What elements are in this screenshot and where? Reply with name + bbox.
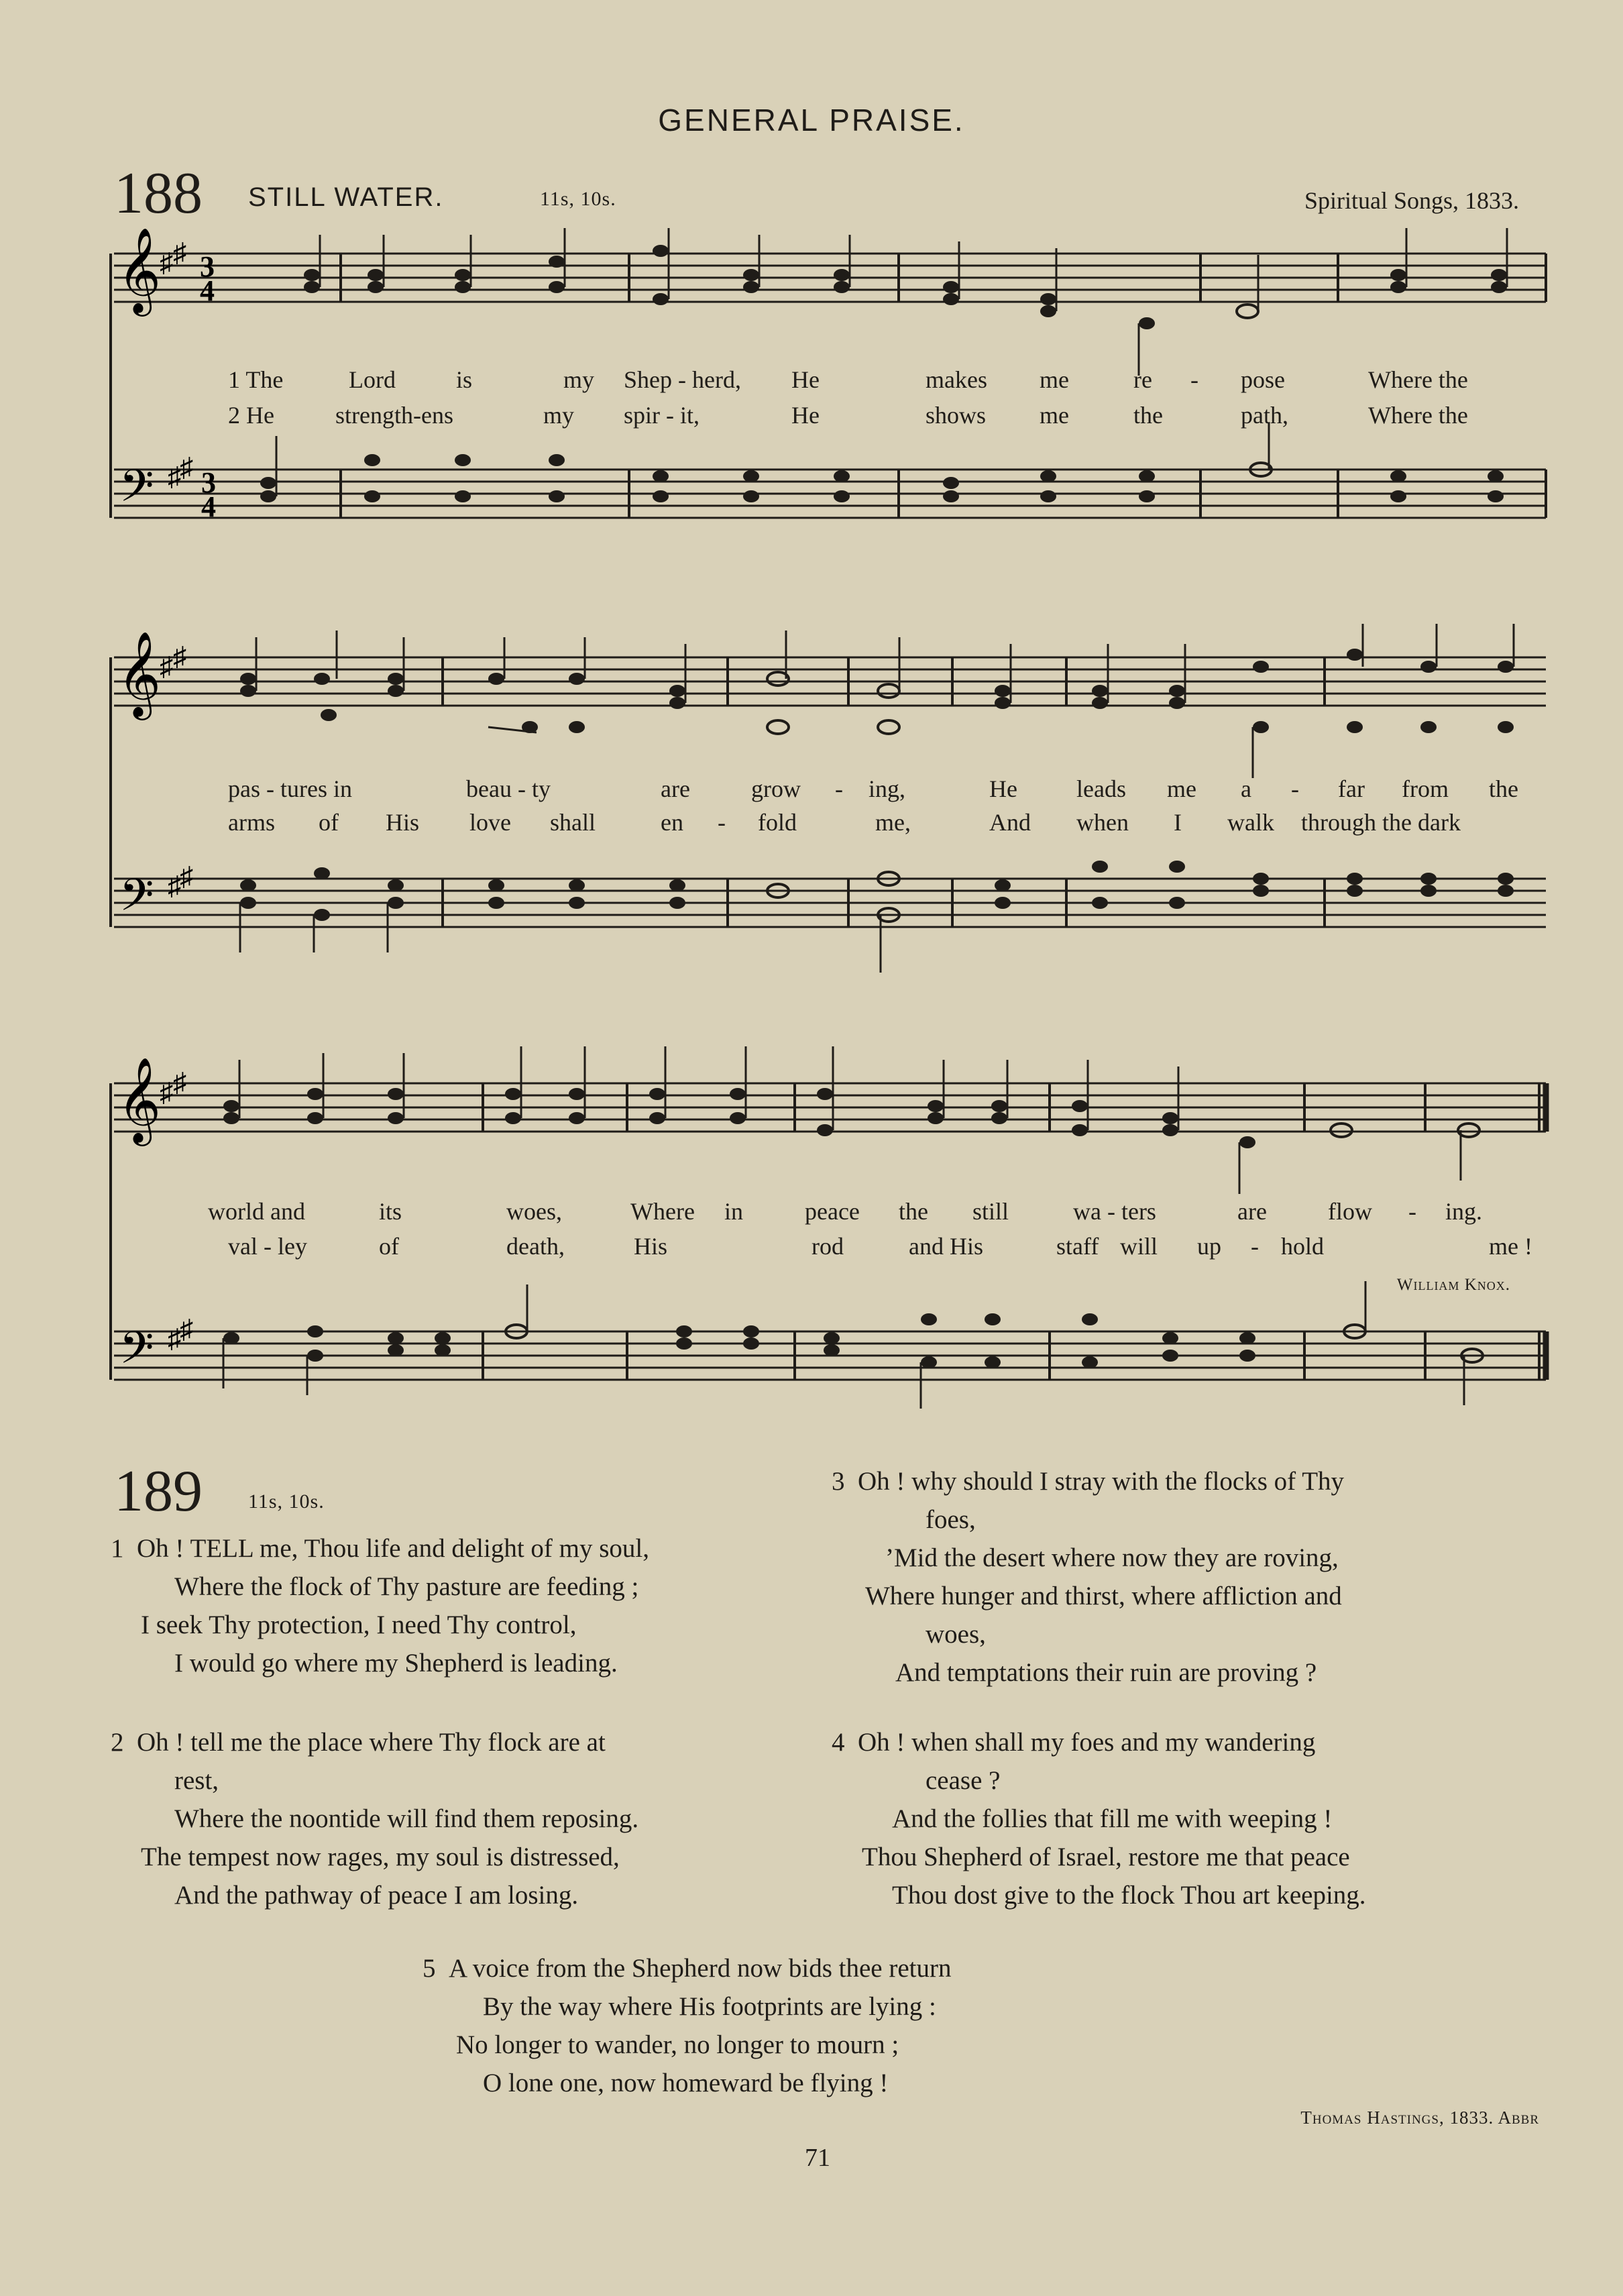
lyric: the xyxy=(1133,402,1163,429)
lyric: Where the xyxy=(1368,366,1468,393)
bass-clef-icon: 𝄢 xyxy=(119,460,154,523)
stanza-line: Where the noontide will find them reposing. xyxy=(174,1804,639,1833)
svg-text:♯: ♯ xyxy=(173,237,186,268)
lyric: woes, xyxy=(506,1198,562,1225)
lyric: me xyxy=(1040,366,1069,393)
stanza-line: Thou dost give to the flock Thou art keeping. xyxy=(892,1881,1366,1910)
lyric: peace xyxy=(805,1198,860,1225)
stanza-line: A voice from the Shepherd now bids thee return xyxy=(449,1954,952,1983)
lyric: He xyxy=(791,366,820,393)
lyric: Where xyxy=(630,1198,695,1225)
lyric: and His xyxy=(909,1233,983,1260)
lyric: up xyxy=(1197,1233,1221,1260)
lyric: my xyxy=(543,402,575,429)
lyric: grow xyxy=(751,775,801,802)
lyric: makes xyxy=(926,366,987,393)
lyric: strength-ens xyxy=(335,402,453,429)
stanza-3 xyxy=(832,1462,1543,1692)
stanza-line: Oh ! when shall my foes and my wandering xyxy=(858,1728,1316,1757)
hymn-189-attribution: Thomas Hastings, 1833. Abbr xyxy=(1300,2108,1539,2128)
stanza-line: rest, xyxy=(174,1766,219,1795)
lyric: - xyxy=(1190,366,1198,393)
stanza-line: I seek Thy protection, I need Thy control, xyxy=(141,1610,577,1639)
lyric: far xyxy=(1338,775,1365,802)
stanza-line: ’Mid the desert where now they are roving, xyxy=(885,1543,1339,1572)
stanza-line: No longer to wander, no longer to mourn ; xyxy=(456,2030,899,2059)
svg-text:𝄞: 𝄞 xyxy=(117,1056,162,1142)
lyric: my xyxy=(563,366,595,393)
lyric: path, xyxy=(1241,402,1288,429)
lyric: - xyxy=(1251,1233,1259,1260)
lyric: - xyxy=(835,775,843,802)
lyric: arms xyxy=(228,809,275,836)
stanza-line: Thou Shepherd of Israel, restore me that peace xyxy=(862,1843,1350,1871)
stanza-number: 4 xyxy=(832,1728,845,1757)
lyric: me ! xyxy=(1489,1233,1532,1260)
lyric: He xyxy=(989,775,1017,802)
stanza-line: By the way where His footprints are lying : xyxy=(483,1992,936,2021)
svg-text:♯: ♯ xyxy=(173,641,186,671)
lyric: walk xyxy=(1227,809,1274,836)
lyric: hold xyxy=(1281,1233,1325,1260)
lyric: pas - tures in xyxy=(228,775,352,802)
lyric: the xyxy=(899,1198,928,1225)
stanza-line: woes, xyxy=(926,1620,986,1649)
hymn-188-source: Spiritual Songs, 1833. xyxy=(1304,187,1519,214)
stanza-line: And temptations their ruin are proving ? xyxy=(895,1658,1317,1687)
note-icon xyxy=(260,245,1507,502)
svg-text:4: 4 xyxy=(201,490,216,523)
stanza-line: Oh ! tell me the place where Thy flock are at xyxy=(137,1728,606,1757)
stanza-line: I would go where my Shepherd is leading. xyxy=(174,1649,618,1678)
svg-text:♯: ♯ xyxy=(168,1323,181,1354)
sharp-icon: ♯ xyxy=(160,248,173,278)
lyric: still xyxy=(972,1198,1009,1225)
lyric: His xyxy=(386,809,420,836)
lyric: when xyxy=(1076,809,1129,836)
hymn-188-meter: 11s, 10s. xyxy=(540,188,616,210)
stanza-1 xyxy=(111,1529,822,1682)
lyric: wa - ters xyxy=(1073,1198,1156,1225)
lyric: love xyxy=(469,809,511,836)
lyric: world and xyxy=(208,1198,305,1225)
svg-text:𝄞: 𝄞 xyxy=(117,631,162,716)
lyric: I xyxy=(1174,809,1182,836)
lyric: pose xyxy=(1241,366,1285,393)
stanza-line: Oh ! why should I stray with the flocks of Thy xyxy=(858,1467,1345,1496)
lyric: shall xyxy=(550,809,596,836)
hymn-188-author: William Knox. xyxy=(1396,1276,1510,1294)
lyric: of xyxy=(379,1233,399,1260)
section-title: GENERAL PRAISE. xyxy=(658,103,965,138)
lyric: spir - it, xyxy=(624,402,699,429)
svg-text:♯: ♯ xyxy=(180,861,193,891)
lyric: fold xyxy=(758,809,797,836)
lyric: through the dark xyxy=(1301,809,1461,836)
lyric: flow xyxy=(1328,1198,1372,1225)
stanza-number: 1 xyxy=(111,1534,124,1563)
stanza-line: And the pathway of peace I am losing. xyxy=(174,1881,579,1910)
page-number: 71 xyxy=(805,2144,830,2172)
svg-text:3: 3 xyxy=(200,250,215,283)
lyric: of xyxy=(319,809,339,836)
stanza-line: cease ? xyxy=(926,1766,1001,1795)
stanza-number: 2 xyxy=(111,1728,124,1757)
stanza-line: O lone one, now homeward be flying ! xyxy=(483,2069,889,2097)
lyric: leads xyxy=(1076,775,1126,802)
stanza-line: Where hunger and thirst, where affliction and xyxy=(865,1582,1342,1610)
lyric: - xyxy=(1408,1198,1416,1225)
system-3 xyxy=(111,1046,1546,1409)
stanza-number: 3 xyxy=(832,1467,845,1496)
lyric: ing, xyxy=(869,775,906,802)
lyric: 2 He xyxy=(228,402,274,429)
lyric: rod xyxy=(812,1233,844,1260)
svg-text:♯: ♯ xyxy=(180,1314,193,1344)
lyric: And xyxy=(989,809,1031,836)
lyric: are xyxy=(661,775,690,802)
stanza-line: Oh ! TELL me, Thou life and delight of my soul, xyxy=(137,1534,649,1563)
lyric: en xyxy=(661,809,683,836)
stanza-line: foes, xyxy=(926,1505,976,1534)
lyric: He xyxy=(791,402,820,429)
lyric: - xyxy=(718,809,726,836)
lyric: will xyxy=(1120,1233,1158,1260)
hymn-189-number: 189 xyxy=(114,1459,203,1524)
svg-text:𝄢: 𝄢 xyxy=(119,1322,154,1384)
lyric: re xyxy=(1133,366,1152,393)
lyric: in xyxy=(724,1198,744,1225)
svg-text:♯: ♯ xyxy=(180,452,193,482)
stanza-2 xyxy=(111,1723,822,1914)
lyric: the xyxy=(1489,775,1518,802)
lyric: val - ley xyxy=(228,1233,307,1260)
hymn-188-tune-name: STILL WATER. xyxy=(248,182,444,212)
treble-clef-icon: 𝄞 xyxy=(117,227,162,313)
lyric: - xyxy=(1291,775,1299,802)
hymn-188-number: 188 xyxy=(114,161,203,226)
svg-text:4: 4 xyxy=(200,274,215,307)
stanza-number: 5 xyxy=(423,1954,436,1983)
lyric: me xyxy=(1167,775,1196,802)
lyric: 1 The xyxy=(228,366,284,393)
lyric: me, xyxy=(875,809,911,836)
lyric: Lord xyxy=(349,366,396,393)
lyric: staff xyxy=(1056,1233,1099,1260)
lyric: death, xyxy=(506,1233,565,1260)
lyric: me xyxy=(1040,402,1069,429)
stanza-4 xyxy=(832,1723,1543,1914)
svg-text:𝄢: 𝄢 xyxy=(119,869,154,932)
stanza-5 xyxy=(423,1949,1227,2102)
lyric: its xyxy=(379,1198,402,1225)
stanza-line: Where the flock of Thy pasture are feeding ; xyxy=(174,1572,639,1601)
stanza-line: And the follies that fill me with weeping ! xyxy=(892,1804,1333,1833)
svg-text:♯: ♯ xyxy=(168,461,181,492)
lyric: Shep - herd, xyxy=(624,366,741,393)
system-1 xyxy=(111,227,1546,523)
svg-text:♯: ♯ xyxy=(160,651,173,681)
hymn-189-meter: 11s, 10s. xyxy=(248,1490,325,1513)
lyric: is xyxy=(456,366,473,393)
stanza-line: The tempest now rages, my soul is distressed, xyxy=(141,1843,620,1871)
svg-text:♯: ♯ xyxy=(173,1067,186,1097)
lyric: a xyxy=(1241,775,1251,802)
lyric: beau - ty xyxy=(466,775,551,802)
lyric: shows xyxy=(926,402,987,429)
svg-text:3: 3 xyxy=(201,466,216,499)
lyric: Where the xyxy=(1368,402,1468,429)
svg-text:♯: ♯ xyxy=(160,1077,173,1107)
lyric: are xyxy=(1237,1198,1267,1225)
lyric: His xyxy=(634,1233,668,1260)
lyric: from xyxy=(1402,775,1449,802)
lyric: ing. xyxy=(1445,1198,1483,1225)
svg-text:♯: ♯ xyxy=(168,871,181,901)
